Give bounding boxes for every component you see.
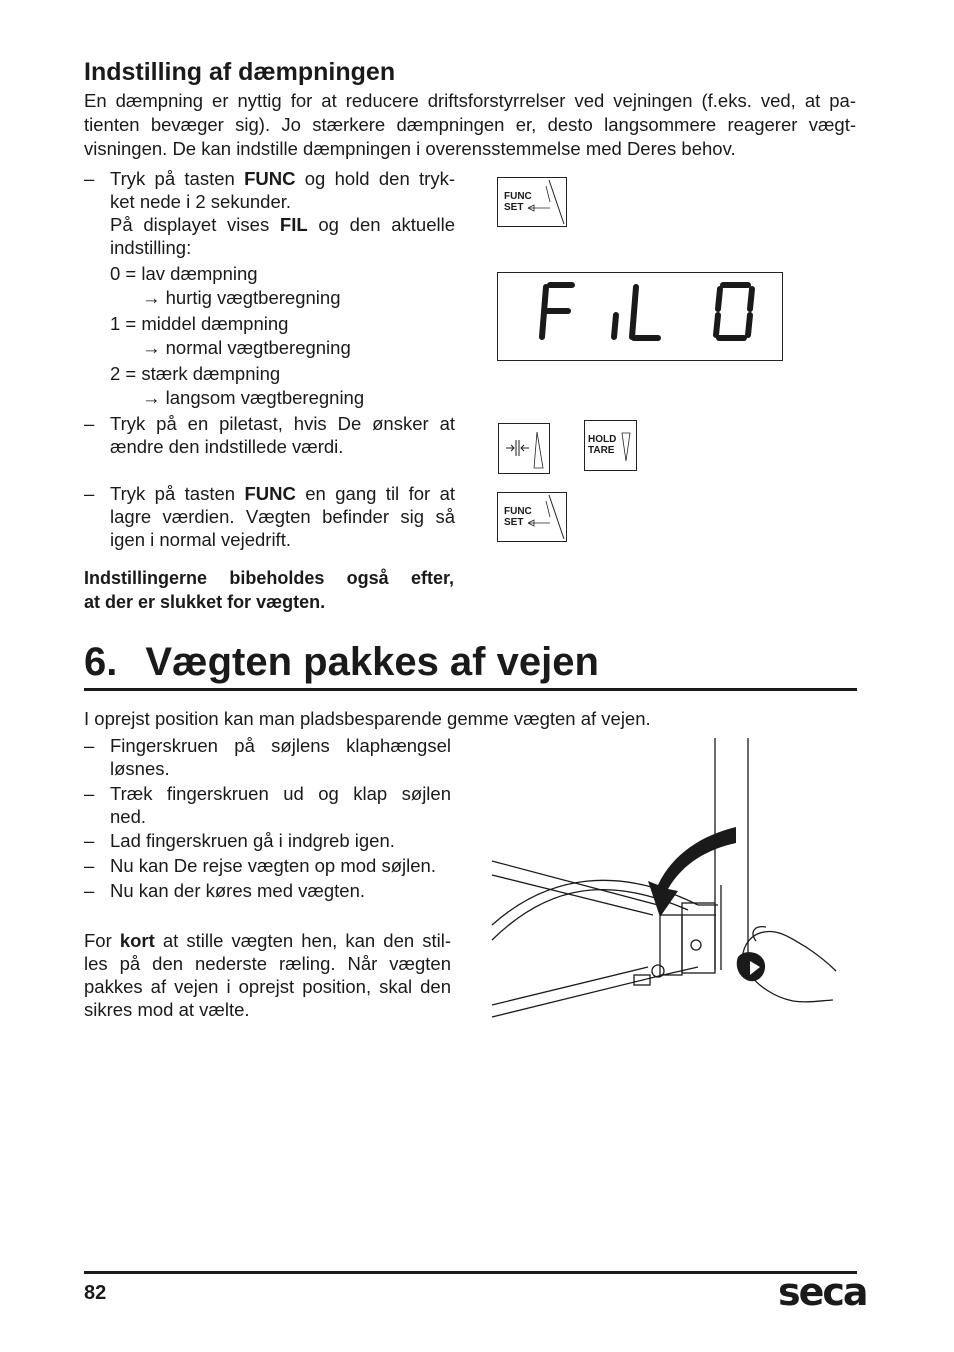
step-text: løsnes.: [110, 758, 170, 779]
bullet-dash: –: [84, 830, 95, 851]
para-text: For: [84, 930, 120, 951]
section-heading: Indstilling af dæmpningen: [84, 58, 396, 86]
step-text: Fingerskruen på søjlens klaphængsel: [110, 735, 451, 756]
option-2: [110, 362, 364, 410]
step-text: Tryk på tasten: [110, 168, 245, 189]
option-result-text: normal vægtberegning: [165, 337, 351, 358]
chapter-intro: I oprejst position kan man pladsbesparende gemme vægten af vejen.: [84, 708, 651, 729]
step-text: Lad fingerskruen gå i indgreb igen.: [110, 830, 395, 851]
chapter-step: [110, 734, 451, 780]
para-text: pakkes af vejen i oprejst position, skal den: [84, 976, 451, 997]
arrows-inward-icon: [499, 424, 549, 473]
option-1: [110, 312, 351, 360]
tare-key-label: TARE: [588, 445, 615, 456]
option-result-text: hurtig vægtberegning: [165, 287, 341, 308]
para-text: at stille vægten hen, kan den stil-: [154, 930, 451, 951]
step-func-hold: [110, 167, 455, 259]
note-line: Indstillingerne bibeholdes også efter,: [84, 568, 454, 588]
footer-rule: [84, 1271, 857, 1274]
bullet-dash: –: [84, 855, 95, 876]
option-0: [110, 262, 340, 310]
note-line: at der er slukket for vægten.: [84, 592, 326, 612]
down-arrow-key: [498, 423, 550, 474]
step-text: Nu kan De rejse vægten op mod søjlen.: [110, 855, 436, 876]
hold-key-label: HOLD: [588, 434, 617, 445]
chapter-step: [110, 854, 455, 877]
bullet-dash: –: [84, 168, 95, 189]
intro-line: tienten bevæger sig). Jo stærkere dæmpningen er, desto langsommere reagerer vægt-: [84, 114, 856, 135]
key-name: FIL: [279, 214, 308, 235]
storage-paragraph: [84, 929, 451, 1021]
chapter-heading: [84, 640, 599, 685]
step-text: Træk fingerskruen ud og klap søjlen: [110, 783, 451, 804]
step-text: lagre værdien. Vægten befinder sig så: [110, 506, 455, 527]
para-bold: kort: [119, 930, 155, 951]
step-text: og hold den tryk-: [295, 168, 455, 189]
step-text: en gang til for at: [295, 483, 455, 504]
seven-segment-display: [498, 273, 782, 360]
option-label: 1 = middel dæmpning: [110, 313, 289, 334]
bullet-dash: –: [84, 413, 95, 434]
page-number: 82: [84, 1282, 107, 1304]
set-key-label: SET: [504, 517, 524, 528]
key-name: FUNC: [244, 168, 296, 189]
enter-arrow-icon: [498, 493, 566, 541]
hold-tare-key: [584, 420, 637, 471]
intro-line: visningen. De kan indstille dæmpningen i overensstemmelse med Deres behov.: [84, 138, 736, 159]
arrow-right-icon: →: [142, 287, 161, 308]
option-result: [110, 386, 364, 410]
folding-column-hinge-illustration: [488, 735, 843, 1020]
bold-note: [84, 566, 454, 614]
arrow-right-icon: →: [142, 337, 161, 358]
option-result-text: langsom vægtberegning: [165, 387, 365, 408]
para-text: sikres mod at vælte.: [84, 999, 250, 1020]
bullet-dash: –: [84, 735, 95, 756]
bullet-dash: –: [84, 880, 95, 901]
step-text: igen i normal vejedrift.: [110, 529, 291, 550]
brand-logo: seca: [778, 1270, 867, 1314]
step-text: Tryk på en piletast, hvis De ønsker at: [110, 413, 455, 434]
intro-line: En dæmpning er nyttig for at reducere driftsforstyrrelser ved vejningen (f.eks. ved, at pa-: [84, 90, 856, 111]
lcd-display: [497, 272, 783, 361]
step-text: Tryk på tasten: [110, 483, 245, 504]
chapter-step: [110, 829, 451, 852]
step-text: indstilling:: [110, 237, 192, 258]
func-set-key: [497, 177, 567, 227]
option-result: [110, 336, 351, 360]
enter-arrow-icon: [498, 178, 566, 226]
func-set-key: [497, 492, 567, 542]
chapter-title: Vægten pakkes af vejen: [145, 640, 599, 684]
step-arrow-key: [110, 412, 455, 458]
bullet-dash: –: [84, 483, 95, 504]
func-key-label: FUNC: [504, 506, 532, 517]
option-label: 2 = stærk dæmpning: [110, 363, 281, 384]
chapter-rule: [84, 688, 857, 691]
chapter-step: [110, 879, 451, 902]
option-result: [110, 286, 340, 310]
step-text: ændre den indstillede værdi.: [110, 436, 344, 457]
bullet-dash: –: [84, 783, 95, 804]
arrow-right-icon: →: [142, 387, 161, 408]
func-key-label: FUNC: [504, 191, 532, 202]
step-text: Nu kan der køres med vægten.: [110, 880, 365, 901]
para-text: les på den nederste ræling. Når vægten: [84, 953, 451, 974]
step-text: og den aktuelle: [307, 214, 455, 235]
option-label: 0 = lav dæmpning: [110, 263, 258, 284]
key-name: FUNC: [244, 483, 296, 504]
step-text: På displayet vises: [110, 214, 280, 235]
intro-paragraph: [84, 89, 856, 161]
step-text: ned.: [110, 806, 147, 827]
step-text: ket nede i 2 sekunder.: [110, 191, 292, 212]
chapter-number: 6.: [84, 640, 118, 684]
triangle-down-icon: [585, 421, 636, 470]
set-key-label: SET: [504, 202, 524, 213]
step-func-save: [110, 482, 455, 551]
chapter-step: [110, 782, 451, 828]
